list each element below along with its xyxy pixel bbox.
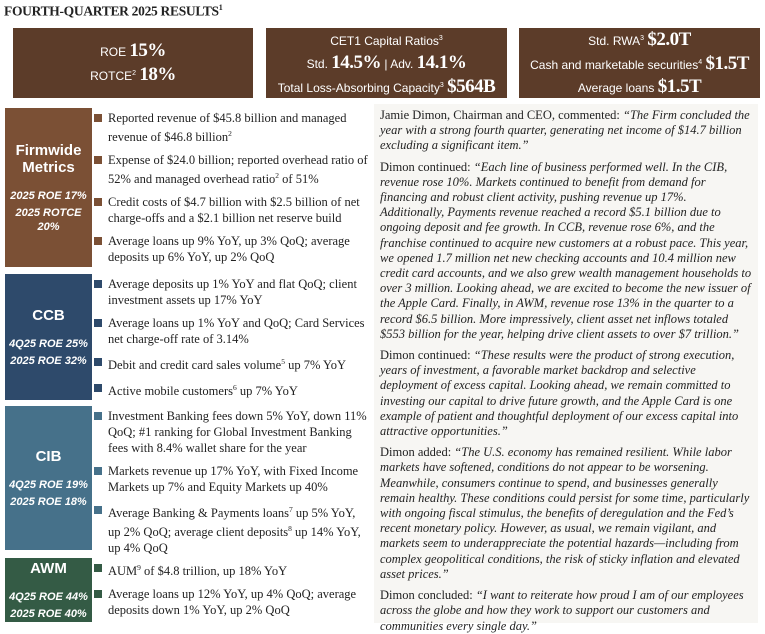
- quote-paragraph: [380, 108, 752, 154]
- bullet-item: [94, 586, 370, 618]
- bullet-item: [94, 194, 370, 226]
- bullet-text: Investment Banking fees down 5% YoY, down 11% QoQ; #1 ranking for Global Investment Banking fees with 8.4% wallet share for the year: [108, 409, 367, 455]
- quote-text: “The U.S. economy has remained resilient. While labor markets have softened, conditions do not appear to be worsening. Meanwhile, consumers continue to spend, and businesses generally remain healthy. These conditions could persist for some time, particularly with ongoing fiscal stimulus, the benefits of deregulation and the Fed’s recent monetary policy. However, as usual, we remain vigilant, and markets seem to underappreciate the potential hazards—including from complex geopolitical conditions, the risk of sticky inflation and elevated asset prices.”: [380, 445, 750, 581]
- square-bullet-icon: [94, 156, 102, 164]
- quote-paragraph: [380, 588, 752, 634]
- segment-heading: CIB: [35, 447, 62, 465]
- bullet-item: [94, 502, 370, 556]
- ceo-commentary: [374, 104, 758, 633]
- bullet-item: [94, 380, 370, 399]
- bullet-text: Average loans up 12% YoY, up 4% QoQ; average deposits down 1% YoY, up 2% QoQ: [108, 587, 357, 618]
- bullet-item: [94, 315, 370, 347]
- segment-bullets-firmwide: [94, 110, 370, 272]
- segment-heading: Metrics: [22, 158, 75, 176]
- footnote-ref: 8: [288, 524, 292, 534]
- bullet-text: up 5% YoY, up 2% QoQ; average client deposits: [108, 506, 356, 540]
- footnote-ref: 6: [232, 383, 237, 393]
- square-bullet-icon: [94, 564, 102, 572]
- quote-attribution: Dimon continued:: [380, 159, 474, 174]
- bullet-text: Average loans up 1% YoY and QoQ; Card Services net charge-off rate of 3.14%: [108, 316, 365, 346]
- footnote-ref: 9: [137, 563, 141, 572]
- footnote-ref: 7: [288, 505, 293, 514]
- bullet-text: Credit costs of $4.7 billion with $2.5 billion of net charge-offs and a $2.1 billion net reserve build: [108, 195, 360, 226]
- bullet-text: Debit and credit card sales volume: [108, 358, 282, 373]
- segment-heading: CCB: [32, 306, 65, 324]
- page-title: [4, 3, 222, 20]
- square-bullet-icon: [94, 280, 102, 288]
- bullet-text: Active mobile customers: [108, 384, 233, 399]
- bullet-text: Expense of $24.0 billion; reported overhead ratio of 52% and managed overhead ratio: [108, 153, 368, 187]
- bullet-text: Reported revenue of $45.8 billion and managed revenue of $46.8 billion: [108, 111, 347, 145]
- bullet-item: [94, 233, 370, 265]
- segment-stat: 2025 ROE 18%: [10, 495, 87, 508]
- segment-stat: 4Q25 ROE 19%: [9, 478, 88, 491]
- bullet-item: [94, 560, 370, 579]
- quote-attribution: Dimon added:: [380, 445, 455, 460]
- bullet-item: [94, 354, 370, 373]
- square-bullet-icon: [94, 114, 102, 122]
- kpi-rwa: Std. RWA$^3$ $2.0T: [588, 28, 691, 50]
- bullet-text: AUM: [108, 564, 138, 579]
- bullet-text: up 7% YoY: [284, 358, 347, 373]
- bullet-text: Average deposits up 1% YoY and flat QoQ; client investment assets up 17% YoY: [108, 277, 357, 307]
- kpi-rotce: ROTCE$^2$ 18%: [90, 63, 176, 85]
- kpi-roe: ROE 15%: [100, 39, 166, 61]
- segment-panel-awm: [5, 558, 92, 622]
- segment-stat: 2025 ROE 40%: [10, 607, 87, 620]
- kpi-tlac: Total Loss-Absorbing Capacity$^3$ $564B: [277, 75, 496, 97]
- square-bullet-icon: [94, 384, 102, 392]
- footnote-ref: 2: [275, 171, 280, 181]
- bullet-text: Average loans up 9% YoY, up 3% QoQ; average deposits up 6% YoY, up 2% QoQ: [108, 234, 350, 265]
- segment-stat: 2025 ROE 17%: [10, 189, 87, 202]
- square-bullet-icon: [94, 506, 102, 514]
- bullet-item: [94, 408, 370, 456]
- quote-attribution: Dimon continued:: [380, 348, 474, 363]
- segment-stat: 2025 ROTCE 20%: [15, 206, 82, 233]
- kpi-cash: Cash and marketable securities$^4$ $1.5T: [530, 52, 749, 74]
- segment-bullets-cib: [94, 408, 370, 563]
- segment-stat: 4Q25 ROE 25%: [9, 337, 88, 350]
- square-bullet-icon: [94, 412, 102, 420]
- title-text: FOURTH-QUARTER 2025 RESULTS: [4, 3, 219, 19]
- bullet-text: of $4.8 trillion, up 18% YoY: [140, 564, 288, 579]
- quote-text: “The Firm concluded the year with a strong fourth quarter, generating net income of $14.7 billion excluding a significant item.”: [380, 108, 750, 153]
- segment-heading: AWM: [30, 559, 67, 577]
- segment-stat: 4Q25 ROE 44%: [9, 590, 88, 603]
- segment-heading: Firmwide: [15, 141, 82, 159]
- footnote-ref: 5: [281, 357, 285, 366]
- kpi-box-balance-sheet: [519, 28, 760, 98]
- bullet-text: Average Banking & Payments loans: [108, 506, 289, 521]
- kpi-cet1-ratios: Std. 14.5% | Adv. 14.1%: [306, 51, 467, 73]
- bullet-item: [94, 152, 370, 187]
- quote-attribution: Jamie Dimon, Chairman and CEO, commented:: [380, 108, 624, 122]
- footnote-ref: 1: [218, 3, 223, 12]
- square-bullet-icon: [94, 319, 102, 327]
- bullet-text: up 7% YoY: [236, 384, 298, 399]
- kpi-cet1-heading: CET1 Capital Ratios$^3$: [330, 33, 443, 48]
- segment-stat: 2025 ROE 32%: [10, 354, 87, 367]
- square-bullet-icon: [94, 198, 102, 206]
- bullet-text: of 51%: [279, 172, 319, 187]
- square-bullet-icon: [94, 590, 102, 598]
- quote-paragraph: [380, 160, 752, 342]
- bullet-item: [94, 463, 370, 495]
- square-bullet-icon: [94, 467, 102, 475]
- segment-panel-firmwide: [5, 108, 92, 267]
- segment-panel-cib: [5, 406, 92, 550]
- bullet-item: [94, 276, 370, 308]
- segment-bullets-awm: [94, 560, 370, 625]
- quote-text: “I want to reiterate how proud I am of our employees across the globe and how they work to support our customers and communities every single day.”: [380, 588, 744, 633]
- segment-bullets-ccb: [94, 276, 370, 406]
- square-bullet-icon: [94, 358, 102, 366]
- bullet-text: up 14% YoY, up 4% QoQ: [108, 525, 361, 556]
- quote-text: “These results were the product of strong execution, years of investment, a favorable market backdrop and selective deployment of excess capital. Looking ahead, we remain committed to investing our capital to drive future growth, and the Apple Card is one example of patient and thoughtful deployment of our excess capital into attractive opportunities.”: [380, 348, 739, 439]
- segment-panel-ccb: [5, 274, 92, 400]
- kpi-box-returns: [13, 28, 253, 98]
- bullet-text: Markets revenue up 17% YoY, with Fixed Income Markets up 7% and Equity Markets up 40%: [108, 464, 359, 494]
- quote-paragraph: [380, 348, 752, 439]
- quote-paragraph: [380, 445, 752, 582]
- bullet-item: [94, 110, 370, 145]
- kpi-box-capital: [266, 28, 507, 98]
- square-bullet-icon: [94, 237, 102, 245]
- footnote-ref: 2: [228, 129, 232, 138]
- kpi-avg-loans: Average loans $1.5T: [577, 75, 702, 97]
- quote-text: “Each line of business performed well. In the CIB, revenue rose 10%. Markets continued to benefit from demand for financing and robust client activity, pushing revenue up 17%. Additionally, Payments revenue reached a record $5.1 billion due to ongoing deposit and fee growth. In CCB, revenue rose 6%, and the franchise continued to acquire new customers at a robust pace. This year, we opened 1.7 million net new checking accounts and 10.4 million new credit card accounts, and we also grew wealth management households to over 3 million. Looking ahead, we are excited to become the new issuer of the Apple Card. Finally, in AWM, revenue rose 13% in the quarter to a record $6.5 billion. More impressively, client asset net inflows totaled $553 billion for the year, helping drive client assets to over $7 trillion.”: [380, 159, 752, 341]
- quote-attribution: Dimon concluded:: [380, 588, 476, 603]
